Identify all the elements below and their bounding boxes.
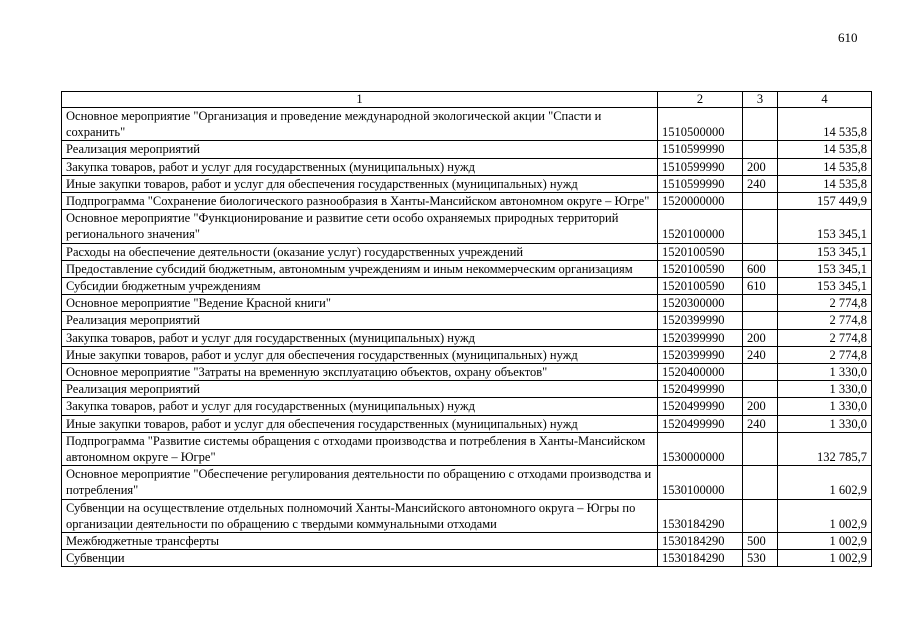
amount-cell: 153 345,1 (778, 210, 872, 243)
code-cell: 1520400000 (658, 364, 743, 381)
type-cell: 240 (743, 346, 778, 363)
type-cell (743, 466, 778, 499)
code-cell: 1520499990 (658, 415, 743, 432)
table-row (62, 550, 872, 567)
amount-cell: 132 785,7 (778, 432, 872, 465)
name-cell: Субсидии бюджетным учреждениям (62, 278, 658, 295)
type-cell (743, 108, 778, 141)
table-header-row (62, 92, 872, 108)
amount-cell: 14 535,8 (778, 175, 872, 192)
amount-cell: 14 535,8 (778, 158, 872, 175)
type-cell: 610 (743, 278, 778, 295)
amount-cell: 14 535,8 (778, 141, 872, 158)
name-cell: Основное мероприятие "Организация и проведение международной экологической акции "Спасти и сохранить" (62, 108, 658, 141)
type-cell (743, 193, 778, 210)
type-cell: 600 (743, 260, 778, 277)
name-cell: Основное мероприятие "Обеспечение регулирования деятельности по обращению с отходами производства и потребления" (62, 466, 658, 499)
table-row (62, 329, 872, 346)
table-row (62, 398, 872, 415)
code-cell: 1530184290 (658, 533, 743, 550)
code-cell: 1530184290 (658, 499, 743, 532)
amount-cell: 2 774,8 (778, 346, 872, 363)
table-row (62, 499, 872, 532)
code-cell: 1510599990 (658, 158, 743, 175)
budget-table (61, 91, 872, 567)
type-cell: 200 (743, 398, 778, 415)
name-cell: Предоставление субсидий бюджетным, автономным учреждениям и иным некоммерческим организациям (62, 260, 658, 277)
type-cell (743, 243, 778, 260)
table-row (62, 210, 872, 243)
amount-cell: 1 602,9 (778, 466, 872, 499)
table-row (62, 415, 872, 432)
amount-cell: 1 002,9 (778, 499, 872, 532)
code-cell: 1520300000 (658, 295, 743, 312)
amount-cell: 2 774,8 (778, 329, 872, 346)
table-row (62, 364, 872, 381)
table-row (62, 193, 872, 210)
type-cell (743, 381, 778, 398)
amount-cell: 2 774,8 (778, 295, 872, 312)
table-row (62, 141, 872, 158)
name-cell: Реализация мероприятий (62, 381, 658, 398)
amount-cell: 14 535,8 (778, 108, 872, 141)
header-col-type: 3 (743, 92, 778, 108)
amount-cell: 153 345,1 (778, 260, 872, 277)
table-row (62, 432, 872, 465)
type-cell (743, 312, 778, 329)
code-cell: 1520399990 (658, 346, 743, 363)
table-row (62, 260, 872, 277)
header-col-amount: 4 (778, 92, 872, 108)
name-cell: Подпрограмма "Сохранение биологического разнообразия в Ханты-Мансийском автономном округе – Югре" (62, 193, 658, 210)
name-cell: Реализация мероприятий (62, 312, 658, 329)
name-cell: Субвенции (62, 550, 658, 567)
code-cell: 1530000000 (658, 432, 743, 465)
amount-cell: 157 449,9 (778, 193, 872, 210)
table-row (62, 295, 872, 312)
code-cell: 1530100000 (658, 466, 743, 499)
code-cell: 1520100590 (658, 278, 743, 295)
amount-cell: 1 002,9 (778, 550, 872, 567)
code-cell: 1510599990 (658, 175, 743, 192)
code-cell: 1510599990 (658, 141, 743, 158)
table-row (62, 346, 872, 363)
amount-cell: 1 330,0 (778, 381, 872, 398)
name-cell: Основное мероприятие "Функционирование и развитие сети особо охраняемых природных территорий регионального значения" (62, 210, 658, 243)
page-number: 610 (838, 30, 858, 45)
name-cell: Закупка товаров, работ и услуг для государственных (муниципальных) нужд (62, 329, 658, 346)
type-cell (743, 364, 778, 381)
code-cell: 1520100590 (658, 243, 743, 260)
table-row (62, 158, 872, 175)
name-cell: Закупка товаров, работ и услуг для государственных (муниципальных) нужд (62, 158, 658, 175)
type-cell: 530 (743, 550, 778, 567)
table-row (62, 381, 872, 398)
type-cell: 500 (743, 533, 778, 550)
type-cell: 200 (743, 329, 778, 346)
table-row (62, 175, 872, 192)
amount-cell: 153 345,1 (778, 278, 872, 295)
amount-cell: 1 002,9 (778, 533, 872, 550)
name-cell: Подпрограмма "Развитие системы обращения с отходами производства и потребления в Ханты-Мансийском автономном округе – Югре" (62, 432, 658, 465)
table-row (62, 278, 872, 295)
type-cell: 240 (743, 415, 778, 432)
name-cell: Субвенции на осуществление отдельных полномочий Ханты-Мансийского автономного округа – Югры по организации деятельности по обращению с твердыми коммунальными отходами (62, 499, 658, 532)
table-row (62, 243, 872, 260)
name-cell: Закупка товаров, работ и услуг для государственных (муниципальных) нужд (62, 398, 658, 415)
code-cell: 1520399990 (658, 312, 743, 329)
amount-cell: 1 330,0 (778, 364, 872, 381)
table-row (62, 312, 872, 329)
code-cell: 1520100000 (658, 210, 743, 243)
amount-cell: 1 330,0 (778, 415, 872, 432)
type-cell (743, 295, 778, 312)
type-cell (743, 210, 778, 243)
type-cell: 200 (743, 158, 778, 175)
type-cell (743, 432, 778, 465)
table-row (62, 108, 872, 141)
code-cell: 1520499990 (658, 381, 743, 398)
name-cell: Основное мероприятие "Ведение Красной книги" (62, 295, 658, 312)
code-cell: 1520399990 (658, 329, 743, 346)
type-cell: 240 (743, 175, 778, 192)
code-cell: 1510500000 (658, 108, 743, 141)
type-cell (743, 499, 778, 532)
amount-cell: 153 345,1 (778, 243, 872, 260)
name-cell: Реализация мероприятий (62, 141, 658, 158)
name-cell: Иные закупки товаров, работ и услуг для обеспечения государственных (муниципальных) нужд (62, 175, 658, 192)
amount-cell: 2 774,8 (778, 312, 872, 329)
amount-cell: 1 330,0 (778, 398, 872, 415)
code-cell: 1520000000 (658, 193, 743, 210)
table-row (62, 533, 872, 550)
name-cell: Иные закупки товаров, работ и услуг для обеспечения государственных (муниципальных) нужд (62, 346, 658, 363)
code-cell: 1520499990 (658, 398, 743, 415)
table-row (62, 466, 872, 499)
name-cell: Межбюджетные трансферты (62, 533, 658, 550)
name-cell: Иные закупки товаров, работ и услуг для обеспечения государственных (муниципальных) нужд (62, 415, 658, 432)
code-cell: 1520100590 (658, 260, 743, 277)
code-cell: 1530184290 (658, 550, 743, 567)
header-col-code: 2 (658, 92, 743, 108)
name-cell: Основное мероприятие "Затраты на временную эксплуатацию объектов, охрану объектов" (62, 364, 658, 381)
name-cell: Расходы на обеспечение деятельности (оказание услуг) государственных учреждений (62, 243, 658, 260)
type-cell (743, 141, 778, 158)
header-col-name: 1 (62, 92, 658, 108)
